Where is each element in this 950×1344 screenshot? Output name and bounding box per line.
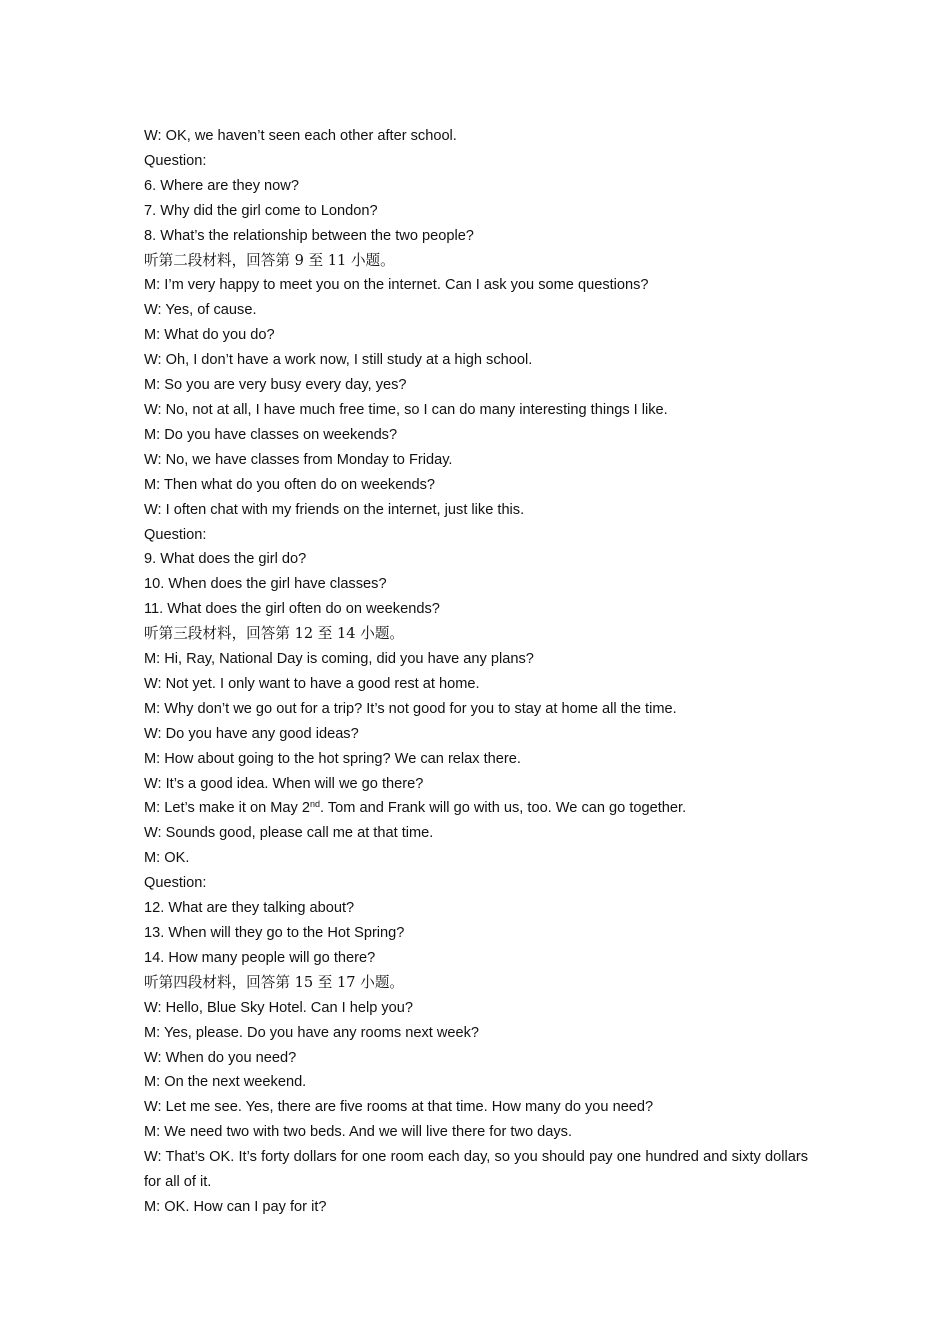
dialogue-line: M: We need two with two beds. And we will live there for two days. <box>144 1124 573 1141</box>
question-item: 8. What’s the relationship between the two people? <box>144 227 474 244</box>
dialogue-line: W: OK, we haven’t seen each other after school. <box>144 128 457 144</box>
section-instruction: 听第二段材料，回答第 9 至 11 小题。 <box>144 251 395 269</box>
question-heading: Question: <box>144 526 207 543</box>
question-item: 6. Where are they now? <box>144 177 299 194</box>
question-item: 12. What are they talking about? <box>144 900 355 917</box>
question-item: 11. What does the girl often do on weekends? <box>144 601 440 618</box>
dialogue-line: W: When do you need? <box>144 1049 297 1066</box>
dialogue-line: W: Hello, Blue Sky Hotel. Can I help you? <box>144 999 414 1016</box>
dialogue-line: W: Not yet. I only want to have a good rest at home. <box>144 675 480 692</box>
dialogue-line: W: That’s OK. It’s forty dollars for one room each day, so you should pay one hundred and sixty dollars for all of it. <box>144 1149 808 1191</box>
dialogue-line: W: It’s a good idea. When will we go there? <box>144 775 424 792</box>
dialogue-line: W: No, not at all, I have much free time, so I can do many interesting things I like. <box>144 401 668 418</box>
dialogue-line: W: Oh, I don’t have a work now, I still study at a high school. <box>144 352 533 369</box>
dialogue-line: M: Hi, Ray, National Day is coming, did you have any plans? <box>144 651 534 668</box>
question-heading: Question: <box>144 875 207 892</box>
dialogue-line: W: Sounds good, please call me at that time. <box>144 825 434 842</box>
section-instruction: 听第四段材料，回答第 15 至 17 小题。 <box>144 973 405 991</box>
dialogue-line: M: How about going to the hot spring? We can relax there. <box>144 750 521 767</box>
dialogue-line: M: Do you have classes on weekends? <box>144 426 398 443</box>
dialogue-line: M: Yes, please. Do you have any rooms next week? <box>144 1024 480 1041</box>
dialogue-line: M: On the next weekend. <box>144 1074 307 1091</box>
dialogue-line: M: OK. <box>144 850 190 867</box>
dialogue-line: M: Why don’t we go out for a trip? It’s not good for you to stay at home all the time. <box>144 700 677 717</box>
dialogue-line: W: Yes, of cause. <box>144 302 257 319</box>
dialogue-line: M: I’m very happy to meet you on the internet. Can I ask you some questions? <box>144 277 649 294</box>
date-text-after: . Tom and Frank will go with us, too. We can go together. <box>320 800 687 817</box>
question-item: 14. How many people will go there? <box>144 949 376 966</box>
dialogue-line-date <box>144 796 808 821</box>
dialogue-line: M: What do you do? <box>144 327 275 344</box>
question-heading: Question: <box>144 152 207 169</box>
dialogue-line: M: Then what do you often do on weekends? <box>144 476 435 493</box>
date-text-before: M: Let’s make it on May 2 <box>144 800 311 817</box>
question-item: 10. When does the girl have classes? <box>144 576 387 593</box>
section-instruction: 听第三段材料，回答第 12 至 14 小题。 <box>144 625 405 643</box>
dialogue-line: W: Let me see. Yes, there are five rooms at that time. How many do you need? <box>144 1099 654 1116</box>
dialogue-line: M: OK. How can I pay for it? <box>144 1198 327 1215</box>
question-item: 7. Why did the girl come to London? <box>144 202 378 219</box>
document-page <box>144 124 808 1220</box>
dialogue-line: W: I often chat with my friends on the internet, just like this. <box>144 501 525 518</box>
dialogue-line: M: So you are very busy every day, yes? <box>144 377 407 394</box>
question-item: 9. What does the girl do? <box>144 551 307 568</box>
question-item: 13. When will they go to the Hot Spring? <box>144 925 405 941</box>
ordinal-superscript: nd <box>310 799 321 810</box>
dialogue-line: W: Do you have any good ideas? <box>144 725 359 742</box>
dialogue-line: W: No, we have classes from Monday to Friday. <box>144 451 453 468</box>
